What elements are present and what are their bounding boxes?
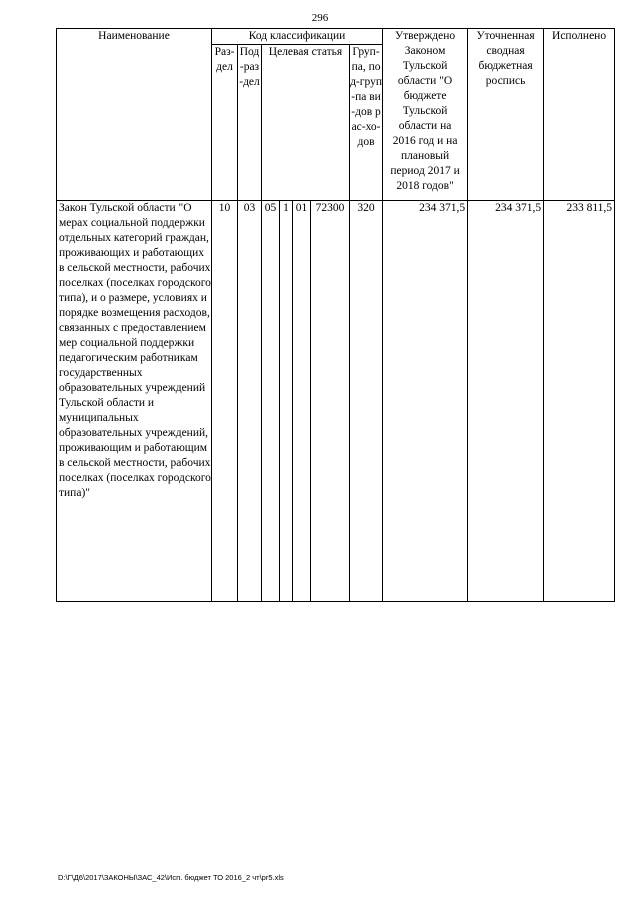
- row-refined: 234 371,5: [468, 201, 544, 602]
- column-header-approved: Утверждено Законом Тульской области "О бюджете Тульской области на 2016 год и на плановый период 2017 и 2018 годов": [383, 29, 468, 201]
- row-group: 320: [350, 201, 383, 602]
- row-podrazdel: 03: [238, 201, 262, 602]
- column-header-code-group: Код классификации: [212, 29, 383, 45]
- column-header-name: Наименование: [57, 29, 212, 201]
- row-name: Закон Тульской области "О мерах социальной поддержки отдельных категорий граждан, проживающих и работающих в сельской местности, рабочих поселках (поселках городского типа), и о размере, условиях и порядке возмещения расходов, связанных с предоставлением мер социальной поддержки педагогическим работникам государственных образовательных учреждений Тульской области и муниципальных образовательных учреждений, проживающим и работающим в сельской местности, рабочих поселках (поселках городского типа)": [57, 201, 212, 602]
- column-header-razdel: Раз-дел: [212, 45, 238, 201]
- column-header-refined: Уточненная сводная бюджетная роспись: [468, 29, 544, 201]
- table-row: [57, 201, 615, 602]
- budget-table: [56, 28, 615, 602]
- row-razdel: 10: [212, 201, 238, 602]
- column-header-group: Груп-па, под-груп-па ви-дов рас-хо-дов: [350, 45, 383, 201]
- row-approved: 234 371,5: [383, 201, 468, 602]
- row-target-article-2: 1: [280, 201, 293, 602]
- file-path-footer: D:\Г\Д6\2017\ЗАКОНЫ\ЗАС_42\Исп. бюджет ТО 2016_2 чт\pr5.xls: [58, 873, 284, 882]
- row-target-article-4: 72300: [311, 201, 350, 602]
- row-target-article-1: 05: [262, 201, 280, 602]
- header-row-1: [57, 29, 615, 45]
- column-header-target-article: Целевая статья: [262, 45, 350, 201]
- column-header-podrazdel: Под-раз-дел: [238, 45, 262, 201]
- row-target-article-3: 01: [293, 201, 311, 602]
- column-header-executed: Исполнено: [544, 29, 615, 201]
- row-executed: 233 811,5: [544, 201, 615, 602]
- page-number: 296: [311, 12, 329, 24]
